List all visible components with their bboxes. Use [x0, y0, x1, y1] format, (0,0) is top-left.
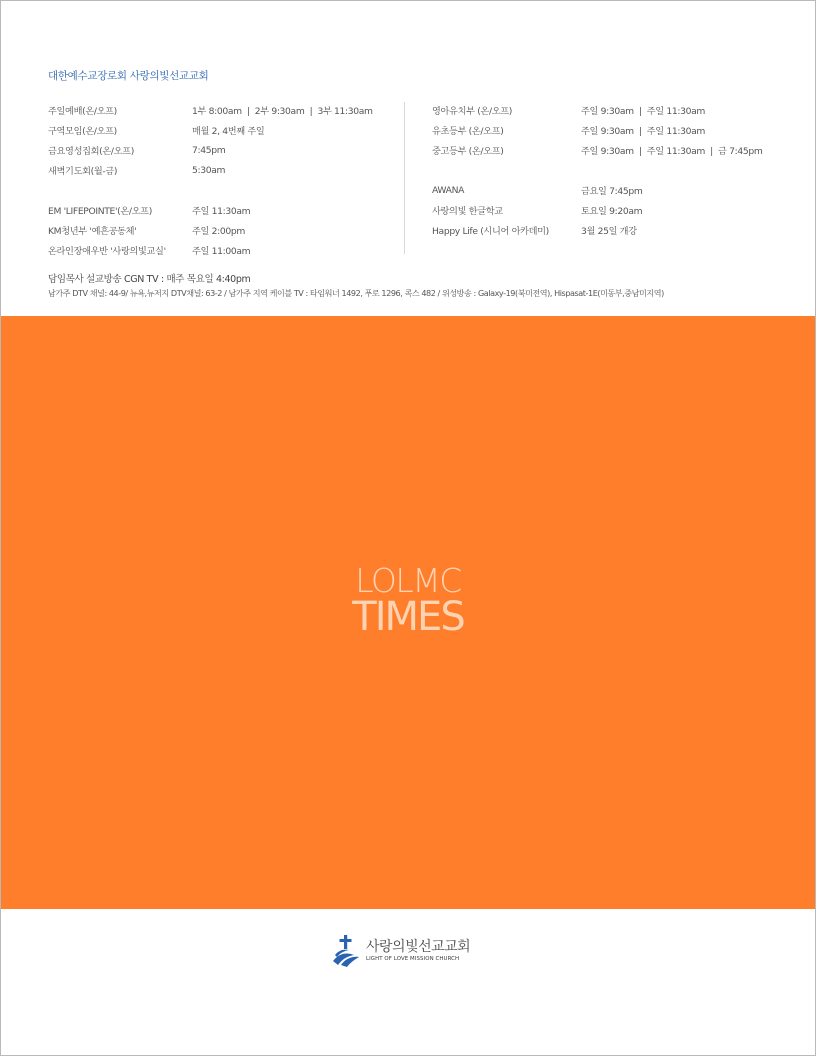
schedule-label: 구역모임(온/오프) [48, 126, 117, 137]
schedule-label: Happy Life (시니어 아카데미) [432, 226, 549, 237]
schedule-value: 주일 2:00pm [192, 226, 245, 237]
cover-band [1, 316, 815, 909]
schedule-value: 주일 9:30am | 주일 11:30am [581, 126, 705, 137]
schedule-value: 1부 8:00am | 2부 9:30am | 3부 11:30am [192, 106, 373, 117]
schedule-label: 새벽기도회(월-금) [48, 166, 118, 177]
schedule-row [48, 240, 398, 260]
footer-church-name-en: LIGHT OF LOVE MISSION CHURCH [366, 956, 460, 962]
schedule-value: 5:30am [192, 164, 226, 176]
schedule-row [48, 160, 398, 180]
schedule-value: 주일 11:00am [192, 246, 251, 257]
schedule-label: 온라인장애우반 '사랑의빛교실' [48, 246, 166, 257]
schedule-label: AWANA [432, 184, 465, 196]
schedule-row [48, 120, 398, 140]
schedule-row [48, 220, 398, 240]
schedule-row [432, 140, 802, 160]
schedule-row [432, 180, 802, 200]
schedule-row [432, 200, 802, 220]
schedule-label: 중고등부 (온/오프) [432, 146, 504, 157]
church-name-heading: 대한예수교장로회 사랑의빛선교교회 [48, 70, 209, 82]
schedule-right-column [432, 100, 802, 240]
channel-info: 남가주 DTV 채널: 44-9/ 뉴욕,뉴저지 DTV채널: 63-2 / 남가주 지역 케이블 TV : 타임워너 1492, 푸로 1296, 콕스 482 / 위성방송 : Galaxy-19(북미전역), Hispasat-1E(미동부,중남미지역) [48, 288, 664, 298]
schedule-row [432, 120, 802, 140]
church-emblem-icon [332, 934, 360, 968]
schedule-label: 유초등부 (온/오프) [432, 126, 504, 137]
schedule-row [432, 220, 802, 240]
church-logo [332, 934, 470, 968]
cover-logo-line2: TIMES [352, 594, 464, 640]
schedule-value: 토요일 9:20am [581, 206, 643, 217]
schedule-label: 영아유치부 (온/오프) [432, 106, 512, 117]
schedule-label: 사랑의빛 한글학교 [432, 206, 503, 217]
footer-church-name-ko: 사랑의빛선교교회 [366, 939, 471, 955]
schedule-label: 금요영성집회(온/오프) [48, 146, 134, 157]
schedule-label: KM청년부 '예흔공동체' [48, 226, 137, 237]
schedule-value: 매월 2, 4번째 주일 [192, 126, 265, 137]
schedule-value: 주일 11:30am [192, 206, 251, 217]
cover-logo [1, 561, 815, 640]
broadcast-info: 담임목사 설교방송 CGN TV : 매주 목요일 4:40pm [48, 274, 251, 285]
schedule-row [432, 100, 802, 120]
schedule-value: 7:45pm [192, 144, 226, 156]
schedule-value: 금요일 7:45pm [581, 186, 643, 197]
schedule-left-column [48, 100, 398, 260]
schedule-row [48, 200, 398, 220]
column-divider [404, 102, 405, 254]
schedule-label: EM 'LIFEPOINTE'(온/오프) [48, 206, 152, 217]
schedule-label: 주일예배(온/오프) [48, 106, 117, 117]
schedule-value: 주일 9:30am | 주일 11:30am | 금 7:45pm [581, 146, 763, 157]
schedule-value: 주일 9:30am | 주일 11:30am [581, 106, 705, 117]
cover-logo-line1: LOLMC [355, 561, 461, 600]
schedule-row [48, 140, 398, 160]
schedule-row [48, 100, 398, 120]
schedule-value: 3월 25일 개강 [581, 226, 637, 237]
